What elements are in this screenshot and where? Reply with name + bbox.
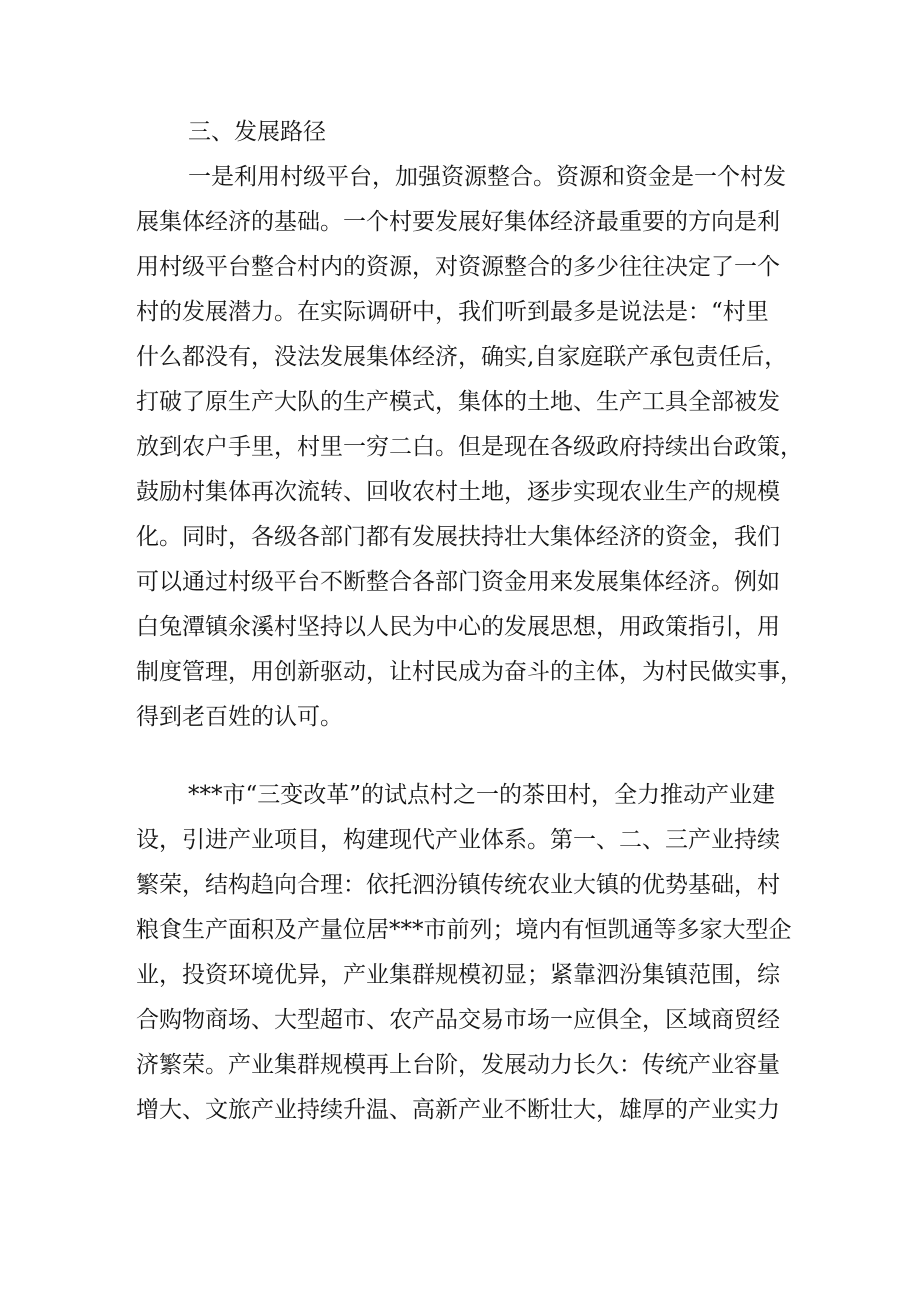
paragraph-1-line: 村的发展潜力。在实际调研中，我们听到最多是说法是：“村里 <box>136 299 769 325</box>
paragraph-1-line: 用村级平台整合村内的资源，对资源整合的多少往往决定了一个 <box>136 254 780 280</box>
paragraph-2-line: 增大、文旅产业持续升温、高新产业不断壮大，雄厚的产业实力 <box>136 1097 780 1123</box>
paragraph-1-line: 放到农户手里，村里一穷二白。但是现在各级政府持续出台政策， <box>136 434 803 460</box>
paragraph-1-line: 白兔潭镇氽溪村坚持以人民为中心的发展思想，用政策指引，用 <box>136 614 780 640</box>
paragraph-1-line: 可以通过村级平台不断整合各部门资金用来发展集体经济。例如 <box>136 569 780 595</box>
paragraph-1-line: 化。同时，各级各部门都有发展扶持壮大集体经济的资金，我们 <box>136 524 780 550</box>
paragraph-1-line: 什么都没有，没法发展集体经济，确实,自家庭联产承包责任后， <box>136 344 788 370</box>
section-heading: 三、发展路径 <box>188 119 326 145</box>
paragraph-2-line: 合购物商场、大型超市、农产品交易市场一应俱全，区域商贸经 <box>136 1007 780 1033</box>
paragraph-2-line: 繁荣，结构趋向合理：依托泗汾镇传统农业大镇的优势基础，村 <box>136 872 780 898</box>
paragraph-1-line: 得到老百姓的认可。 <box>136 704 343 730</box>
paragraph-2-line: 粮食生产面积及产量位居***市前列；境内有恒凯通等多家大型企 <box>136 917 792 943</box>
paragraph-2-line: ***市“三变改革”的试点村之一的茶田村，全力推动产业建 <box>188 782 776 808</box>
paragraph-1-line: 展集体经济的基础。一个村要发展好集体经济最重要的方向是利 <box>136 209 780 235</box>
paragraph-1-line: 制度管理，用创新驱动，让村民成为奋斗的主体，为村民做实事， <box>136 659 803 685</box>
paragraph-2-line: 业，投资环境优异，产业集群规模初显；紧靠泗汾集镇范围，综 <box>136 962 780 988</box>
paragraph-1-line: 鼓励村集体再次流转、回收农村土地，逐步实现农业生产的规模 <box>136 479 780 505</box>
paragraph-1-line: 一是利用村级平台，加强资源整合。资源和资金是一个村发 <box>188 164 786 190</box>
paragraph-2-line: 济繁荣。产业集群规模再上台阶，发展动力长久：传统产业容量 <box>136 1052 780 1078</box>
paragraph-2-line: 设，引进产业项目，构建现代产业体系。第一、二、三产业持续 <box>136 827 780 853</box>
paragraph-1-line: 打破了原生产大队的生产模式，集体的土地、生产工具全部被发 <box>136 389 780 415</box>
